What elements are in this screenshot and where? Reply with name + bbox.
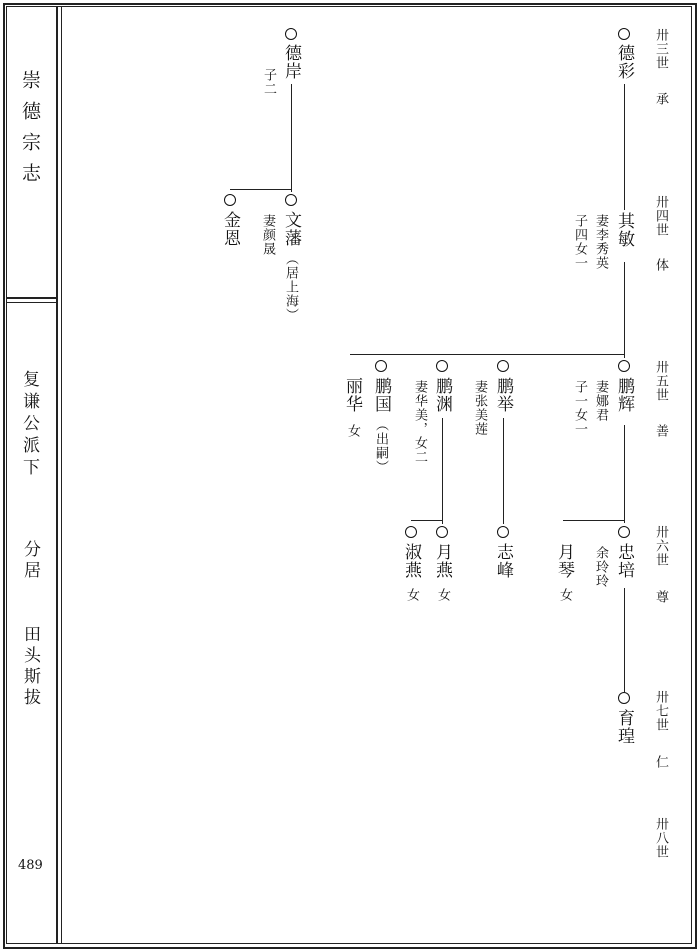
page-number: 489 xyxy=(18,858,43,873)
person-pengyuan-name: 鹏渊 xyxy=(432,377,452,413)
residence-place: 田头斯拔 xyxy=(20,625,40,709)
marker-zhifeng xyxy=(497,526,509,538)
person-qimin-children: 子四女一 xyxy=(572,214,587,270)
branch-title: 复谦公派下 xyxy=(19,370,39,480)
person-pengguo-note: （出嗣） xyxy=(373,418,388,474)
person-yuhuang-name: 育瑝 xyxy=(614,709,634,745)
generation-33-label: 卅三世 xyxy=(653,28,668,70)
person-qimin-spouse: 妻李秀英 xyxy=(593,214,608,270)
marker-shuyan xyxy=(405,526,417,538)
marker-pengguo xyxy=(375,360,387,372)
marker-dean xyxy=(285,28,297,40)
generation-34-character: 体 xyxy=(653,258,668,272)
line-pengju-zhifeng xyxy=(503,418,504,524)
sidebar-divider-2 xyxy=(61,6,62,944)
line-gen36-penghui-bar xyxy=(563,520,625,521)
line-zhongpei-yuhuang xyxy=(624,588,625,692)
person-zhongpei-name: 忠培 xyxy=(614,543,634,579)
marker-yuhuang xyxy=(618,692,630,704)
generation-34-label: 卅四世 xyxy=(653,195,668,237)
generation-36-label: 卅六世 xyxy=(653,525,668,567)
line-gen34-dean-bar xyxy=(230,189,292,190)
marker-yueyan xyxy=(436,526,448,538)
person-zhifeng-name: 志峰 xyxy=(493,543,513,579)
generation-35-character: 善 xyxy=(653,424,668,438)
line-gen35-sibling-bar xyxy=(350,354,625,355)
person-pengju-spouse: 妻张美莲 xyxy=(472,380,487,436)
generation-37-label: 卅七世 xyxy=(653,690,668,732)
person-dean-name: 德岸 xyxy=(281,44,301,80)
person-lihua-tag: 女 xyxy=(345,424,360,438)
person-yueqin-tag: 女 xyxy=(557,588,572,602)
residence-label: 分居 xyxy=(20,540,40,582)
marker-zhongpei xyxy=(618,526,630,538)
marker-penghui xyxy=(618,360,630,372)
person-lihua-name: 丽华 xyxy=(342,377,362,413)
person-yueqin-name: 月琴 xyxy=(554,543,574,579)
line-dean-sons xyxy=(291,84,292,192)
person-pengju-name: 鹏举 xyxy=(493,377,513,413)
person-yueyan-tag: 女 xyxy=(435,588,450,602)
generation-36-character: 尊 xyxy=(653,590,668,604)
person-wenfan-name: 文藩 xyxy=(281,211,301,247)
sidebar-split-2 xyxy=(6,302,57,303)
person-pengyuan-spouse: 妻华美，女二 xyxy=(412,380,427,464)
sidebar-divider-1 xyxy=(56,6,58,944)
line-qimin-penghui xyxy=(624,262,625,358)
person-wenfan-spouse: 妻颜晟 xyxy=(260,214,275,256)
inner-border xyxy=(6,6,692,944)
marker-decai xyxy=(618,28,630,40)
person-yueyan-name: 月燕 xyxy=(432,543,452,579)
generation-35-label: 卅五世 xyxy=(653,360,668,402)
marker-pengju xyxy=(497,360,509,372)
sidebar-split-1 xyxy=(6,297,57,299)
person-shuyan-tag: 女 xyxy=(404,588,419,602)
person-pengguo-name: 鹏国 xyxy=(371,377,391,413)
line-gen36-pengyuan-bar xyxy=(411,520,443,521)
person-penghui-name: 鹏辉 xyxy=(614,377,634,413)
marker-wenfan xyxy=(285,194,297,206)
generation-33-character: 承 xyxy=(653,92,668,106)
generation-38-label: 卅八世 xyxy=(653,817,668,859)
book-title: 崇德宗志 xyxy=(19,70,41,194)
person-shuyan-name: 淑燕 xyxy=(401,543,421,579)
person-penghui-children: 子一女一 xyxy=(572,380,587,436)
line-pengyuan-daughters xyxy=(442,418,443,524)
person-dean-children: 子二 xyxy=(261,68,276,96)
line-penghui-zhongpei xyxy=(624,425,625,523)
marker-jinen xyxy=(224,194,236,206)
marker-pengyuan xyxy=(436,360,448,372)
person-jinen-name: 金恩 xyxy=(220,211,240,247)
line-decai-qimin xyxy=(624,84,625,210)
person-penghui-spouse: 妻娜君 xyxy=(593,380,608,422)
person-wenfan-note: （居上海） xyxy=(283,252,298,322)
person-zhongpei-spouse: 余玲玲 xyxy=(593,546,608,588)
person-decai-name: 德彩 xyxy=(614,44,634,80)
generation-37-character: 仁 xyxy=(653,755,668,769)
person-qimin-name: 其敏 xyxy=(614,212,634,248)
